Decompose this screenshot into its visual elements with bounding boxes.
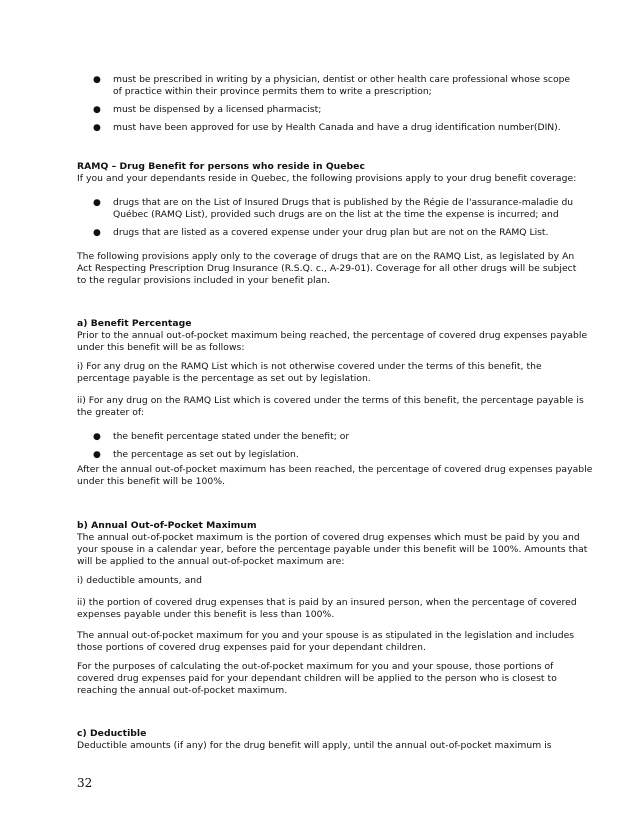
paragraph-line: Act Respecting Prescription Drug Insurance (R.S.Q. c., A-29-01). Coverage for all other drugs will be subject — [77, 263, 577, 274]
bullet-icon: ● — [93, 450, 101, 460]
paragraph-line: the greater of: — [77, 407, 145, 418]
section-heading: RAMQ – Drug Benefit for persons who reside in Quebec — [77, 161, 365, 172]
bullet-text-line: of practice within their province permits them to write a prescription; — [113, 86, 432, 97]
paragraph-line: ii) For any drug on the RAMQ List which is covered under the terms of this benefit, the percentage payable is — [77, 395, 584, 406]
paragraph-line: expenses payable under this benefit is less than 100%. — [77, 609, 335, 620]
bullet-text-line: the benefit percentage stated under the benefit; or — [113, 431, 350, 442]
paragraph-line: The annual out-of-pocket maximum for you and your spouse is as stipulated in the legislation and includes — [77, 630, 575, 641]
bullet-icon: ● — [93, 75, 101, 85]
paragraph-line: those portions of covered drug expenses paid for your dependant children. — [77, 642, 426, 653]
bullet-text-line: drugs that are on the List of Insured Drugs that is published by the Régie de l'assurance-maladie du — [113, 197, 574, 208]
paragraph-line: covered drug expenses paid for your dependant children will be applied to the person who is closest to — [77, 673, 557, 684]
bullet-icon: ● — [93, 432, 101, 442]
paragraph-line: ii) the portion of covered drug expenses that is paid by an insured person, when the percentage of covered — [77, 597, 577, 608]
paragraph-line: Deductible amounts (if any) for the drug benefit will apply, until the annual out-of-pocket maximum is — [77, 740, 552, 751]
paragraph-line: i) For any drug on the RAMQ List which is not otherwise covered under the terms of this benefit, the — [77, 361, 542, 372]
bullet-text-line: Québec (RAMQ List), provided such drugs are on the list at the time the expense is incurred; and — [113, 209, 559, 220]
section-heading: a) Benefit Percentage — [77, 318, 192, 329]
bullet-icon: ● — [93, 228, 101, 238]
paragraph-line: The following provisions apply only to the coverage of drugs that are on the RAMQ List, as legislated by An — [77, 251, 575, 262]
section-heading: c) Deductible — [77, 728, 147, 739]
paragraph-line: Prior to the annual out-of-pocket maximum being reached, the percentage of covered drug expenses payable — [77, 330, 588, 341]
paragraph-line: The annual out-of-pocket maximum is the portion of covered drug expenses which must be paid by you and — [77, 532, 580, 543]
paragraph-line: After the annual out-of-pocket maximum has been reached, the percentage of covered drug expenses payable — [77, 464, 593, 475]
paragraph-line: i) deductible amounts, and — [77, 575, 203, 586]
bullet-text-line: must have been approved for use by Health Canada and have a drug identification number(DIN). — [113, 122, 561, 133]
paragraph-line: to the regular provisions included in your benefit plan. — [77, 275, 331, 286]
paragraph-line: under this benefit will be 100%. — [77, 476, 226, 487]
bullet-text-line: the percentage as set out by legislation. — [113, 449, 299, 460]
bullet-icon: ● — [93, 105, 101, 115]
paragraph-line: reaching the annual out-of-pocket maximum. — [77, 685, 288, 696]
paragraph-line: your spouse in a calendar year, before the percentage payable under this benefit will be 100%. Amounts that — [77, 544, 588, 555]
page-number: 32 — [77, 776, 93, 790]
bullet-icon: ● — [93, 123, 101, 133]
bullet-text-line: must be dispensed by a licensed pharmacist; — [113, 104, 322, 115]
paragraph-line: percentage payable is the percentage as set out by legislation. — [77, 373, 371, 384]
paragraph-line: For the purposes of calculating the out-of-pocket maximum for you and your spouse, those portions of — [77, 661, 554, 672]
bullet-text-line: must be prescribed in writing by a physician, dentist or other health care professional whose scope — [113, 74, 571, 85]
section-heading: b) Annual Out-of-Pocket Maximum — [77, 520, 257, 531]
paragraph-line: If you and your dependants reside in Quebec, the following provisions apply to your drug benefit coverage: — [77, 173, 577, 184]
paragraph-line: under this benefit will be as follows: — [77, 342, 245, 353]
bullet-text-line: drugs that are listed as a covered expense under your drug plan but are not on the RAMQ List. — [113, 227, 549, 238]
paragraph-line: will be applied to the annual out-of-pocket maximum are: — [77, 556, 345, 567]
bullet-icon: ● — [93, 198, 101, 208]
